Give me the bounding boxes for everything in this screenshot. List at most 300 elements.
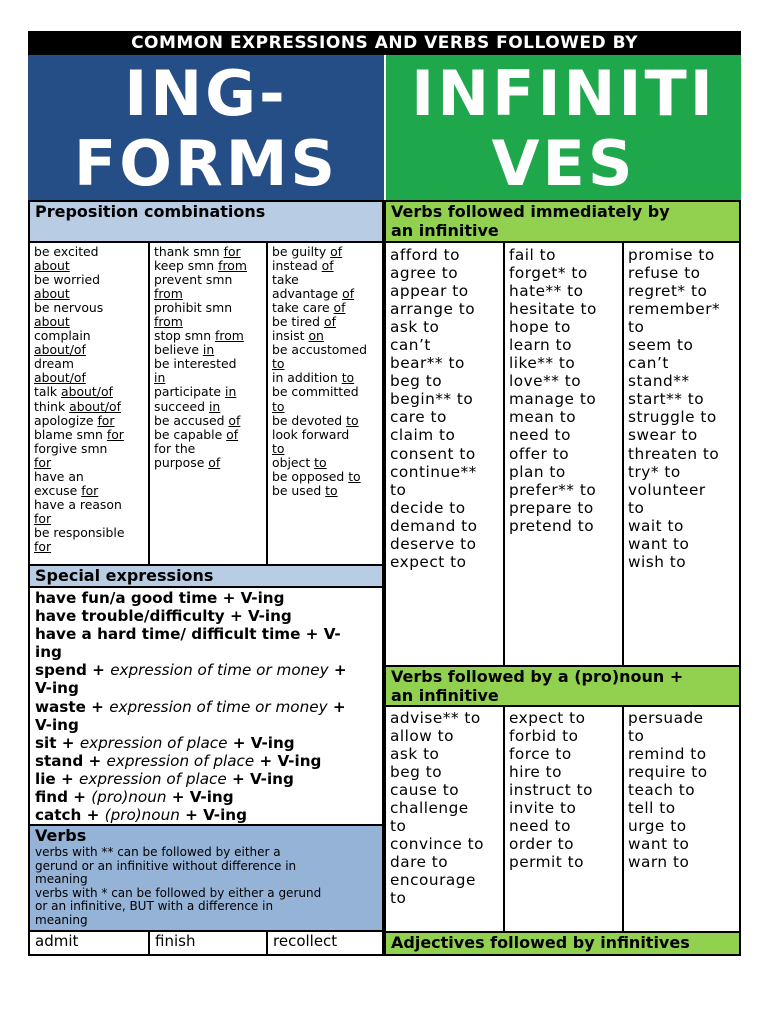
special-expression-line bbox=[35, 589, 382, 607]
special-expression-line bbox=[35, 643, 382, 661]
immediate-col-1 bbox=[386, 243, 505, 665]
immediate-verb-item: wait to bbox=[628, 516, 684, 535]
preposition-particle: about bbox=[34, 258, 70, 274]
preposition-line bbox=[34, 512, 148, 526]
preposition-particle: of bbox=[208, 454, 221, 470]
preposition-particle: for bbox=[106, 426, 124, 442]
preposition-line bbox=[34, 343, 148, 357]
preposition-line bbox=[272, 343, 384, 357]
preposition-line bbox=[34, 428, 148, 442]
pronoun-verb-item: hire to bbox=[509, 763, 563, 782]
infinitives-header bbox=[386, 55, 741, 200]
special-expression-line bbox=[35, 679, 382, 697]
immediate-verb-item: volunteer bbox=[628, 480, 706, 499]
pronoun-verb-item: need to bbox=[509, 817, 571, 836]
preposition-verb: take care bbox=[272, 300, 334, 316]
preposition-line bbox=[34, 245, 148, 259]
immediate-verb-item: remember* bbox=[628, 300, 721, 319]
preposition-verb: be capable bbox=[154, 426, 227, 442]
preposition-line bbox=[154, 456, 266, 470]
preposition-particle: in bbox=[154, 370, 166, 386]
preposition-line bbox=[272, 442, 384, 456]
preposition-verb: be devoted bbox=[272, 412, 347, 428]
preposition-title-text: Preposition combinations bbox=[35, 202, 266, 221]
special-expression-line bbox=[35, 770, 382, 788]
pronoun-col-2 bbox=[505, 707, 624, 931]
preposition-particle: in bbox=[202, 342, 215, 358]
preposition-verb: be nervous bbox=[34, 300, 104, 316]
immediate-verb-item: consent to bbox=[390, 444, 476, 463]
immediate-verb-item: begin** to bbox=[390, 390, 474, 409]
immediate-verb-item: to bbox=[628, 318, 645, 337]
preposition-verb: stop smn bbox=[154, 328, 216, 344]
special-expression-text: V-ing bbox=[35, 679, 79, 698]
preposition-verb: be worried bbox=[34, 272, 101, 288]
preposition-particle: to bbox=[272, 440, 285, 456]
pronoun-verb-item: invite to bbox=[509, 799, 577, 818]
preposition-particle: from bbox=[154, 314, 183, 330]
preposition-particle: to bbox=[341, 370, 355, 386]
preposition-line bbox=[34, 484, 148, 498]
preposition-line bbox=[34, 329, 148, 343]
special-expression-tail: + V-ing bbox=[166, 788, 234, 807]
immediate-col-3 bbox=[624, 243, 739, 665]
preposition-line bbox=[272, 259, 384, 273]
preposition-verb: look forward bbox=[272, 426, 350, 442]
immediate-verb-item: start** to bbox=[628, 390, 705, 409]
pronoun-verb-item: warn to bbox=[628, 853, 690, 872]
preposition-line bbox=[272, 315, 384, 329]
immediate-verb-item: continue** bbox=[390, 462, 477, 481]
pronoun-verb-item: instruct to bbox=[509, 781, 594, 800]
special-expression-line bbox=[35, 716, 382, 734]
inf-header-line-1: INFINITI bbox=[411, 57, 716, 130]
preposition-line bbox=[34, 442, 148, 456]
preposition-line bbox=[272, 428, 384, 442]
special-expression-italic: expression of time or money bbox=[110, 661, 329, 680]
special-expression-italic: expression of time or money bbox=[109, 697, 328, 716]
preposition-line bbox=[272, 470, 384, 484]
preposition-line bbox=[34, 259, 148, 273]
special-expression-tail: + V-ing bbox=[254, 751, 322, 770]
pronoun-verb-item: to bbox=[390, 889, 407, 908]
immediate-verb-item: stand** bbox=[628, 372, 690, 391]
preposition-col-1 bbox=[30, 243, 150, 564]
special-expression-tail: + V-ing bbox=[226, 769, 294, 788]
preposition-verb: apologize bbox=[34, 412, 98, 428]
preposition-verb: be committed bbox=[272, 384, 359, 400]
immediate-verb-item: plan to bbox=[509, 462, 566, 481]
preposition-verb: believe bbox=[154, 342, 203, 358]
special-expression-line bbox=[35, 806, 382, 824]
preposition-line bbox=[34, 540, 148, 554]
verbs-note-6: meaning bbox=[35, 912, 88, 927]
pronoun-verb-item: want to bbox=[628, 835, 690, 854]
pronoun-verb-item: allow to bbox=[390, 727, 454, 746]
preposition-line bbox=[154, 414, 266, 428]
preposition-line bbox=[272, 371, 384, 385]
immediate-verb-item: prefer** to bbox=[509, 480, 597, 499]
preposition-verb: participate bbox=[154, 384, 225, 400]
preposition-verb: think bbox=[34, 398, 70, 414]
pronoun-verb-item: order to bbox=[509, 835, 575, 854]
preposition-verb: be opposed bbox=[272, 468, 349, 484]
preposition-line bbox=[34, 414, 148, 428]
ing-header-line-2: FORMS bbox=[73, 127, 339, 200]
pronoun-verb-item: to bbox=[628, 727, 645, 746]
special-expression-line bbox=[35, 788, 382, 806]
immediate-verb-item: care to bbox=[390, 408, 447, 427]
preposition-verb: talk bbox=[34, 384, 62, 400]
immediate-verb-item: fail to bbox=[509, 246, 556, 264]
preposition-particle: of bbox=[342, 286, 355, 302]
preposition-verb: purpose bbox=[154, 454, 209, 470]
immediate-verb-item: want to bbox=[628, 534, 690, 553]
preposition-verb: be guilty bbox=[272, 244, 331, 259]
preposition-particle: from bbox=[154, 286, 183, 302]
special-expression-text: V-ing bbox=[35, 715, 79, 734]
special-expression-italic: expression of place bbox=[79, 733, 228, 752]
preposition-verb: be accused bbox=[154, 412, 229, 428]
preposition-line bbox=[154, 287, 266, 301]
pronoun-verb-item: tell to bbox=[628, 799, 676, 818]
special-expression-text: spend + bbox=[35, 661, 111, 680]
immediate-verb-item: offer to bbox=[509, 444, 570, 463]
immediate-verb-item: manage to bbox=[509, 390, 597, 409]
special-expression-italic: expression of place bbox=[79, 769, 227, 788]
preposition-particle: to bbox=[325, 482, 338, 498]
special-expression-line bbox=[35, 734, 382, 752]
preposition-verb: prevent smn bbox=[154, 272, 233, 288]
pronoun-verb-item: cause to bbox=[390, 781, 460, 800]
immediate-title-line-1: Verbs followed immediately by bbox=[391, 202, 670, 221]
immediate-verb-item: to bbox=[390, 480, 407, 499]
special-expressions-list bbox=[28, 588, 384, 824]
immediate-verb-item: try* to bbox=[628, 462, 681, 481]
pronoun-verb-item: forbid to bbox=[509, 727, 579, 746]
special-expression-text: have a hard time/ difficult time + V- bbox=[35, 625, 341, 644]
preposition-particle: to bbox=[272, 398, 285, 414]
preposition-verb: instead bbox=[272, 258, 322, 274]
immediate-verb-item: deserve to bbox=[390, 534, 477, 553]
preposition-particle: of bbox=[330, 244, 343, 259]
immediate-verb-item: agree to bbox=[390, 264, 459, 283]
verbs-note-box bbox=[28, 824, 384, 932]
preposition-particle: in bbox=[225, 384, 237, 400]
pronoun-verb-item: teach to bbox=[628, 781, 696, 800]
special-expression-text: ing bbox=[35, 643, 62, 662]
preposition-line bbox=[154, 329, 266, 343]
preposition-line bbox=[154, 400, 266, 414]
pronoun-verb-item: urge to bbox=[628, 817, 687, 836]
immediate-verb-item: hesitate to bbox=[509, 300, 597, 319]
special-expression-text: waste + bbox=[35, 697, 110, 716]
inf-header-line-2: VES bbox=[491, 127, 636, 200]
preposition-particle: for bbox=[97, 412, 115, 428]
preposition-particle: for bbox=[81, 482, 99, 498]
preposition-line bbox=[272, 414, 384, 428]
verbs-note-1: verbs with ** can be followed by either a bbox=[35, 845, 281, 859]
preposition-verb: blame smn bbox=[34, 426, 107, 442]
immediate-table bbox=[384, 243, 741, 665]
preposition-line bbox=[272, 484, 384, 498]
preposition-line bbox=[34, 357, 148, 371]
preposition-particle: on bbox=[308, 328, 324, 344]
preposition-line bbox=[154, 273, 266, 287]
preposition-section-title bbox=[28, 200, 384, 243]
preposition-line bbox=[34, 470, 148, 484]
preposition-particle: of bbox=[323, 314, 336, 330]
preposition-verb: be used bbox=[272, 482, 326, 498]
preposition-verb: forgive smn bbox=[34, 440, 108, 456]
immediate-verb-item: appear to bbox=[390, 282, 469, 301]
preposition-line bbox=[272, 329, 384, 343]
preposition-verb: dream bbox=[34, 356, 74, 372]
preposition-verb: for the bbox=[154, 440, 196, 456]
immediate-verb-item: refuse to bbox=[628, 264, 701, 283]
pronoun-verb-item: expect to bbox=[509, 709, 586, 727]
special-expression-italic: (pro)noun bbox=[104, 806, 180, 825]
immediate-verb-item: learn to bbox=[509, 336, 572, 355]
preposition-particle: to bbox=[346, 412, 359, 428]
immediate-verb-item: threaten to bbox=[628, 444, 720, 463]
preposition-verb: have an bbox=[34, 468, 84, 484]
preposition-verb: in addition bbox=[272, 370, 342, 386]
immediate-verb-item: pretend to bbox=[509, 516, 595, 535]
immediate-verb-item: love** to bbox=[509, 372, 582, 391]
ing-forms-header bbox=[28, 55, 384, 200]
preposition-particle: of bbox=[228, 412, 241, 428]
immediate-verb-item: can’t bbox=[628, 354, 669, 373]
preposition-particle: about/of bbox=[61, 384, 113, 400]
preposition-line bbox=[154, 259, 266, 273]
ing-header-line-1: ING- bbox=[124, 57, 288, 130]
pronoun-verb-item: convince to bbox=[390, 835, 485, 854]
immediate-verb-item: afford to bbox=[390, 246, 460, 264]
preposition-line bbox=[154, 385, 266, 399]
preposition-particle: of bbox=[226, 426, 239, 442]
preposition-line bbox=[272, 357, 384, 371]
preposition-verb: succeed bbox=[154, 398, 209, 414]
immediate-verb-item: arrange to bbox=[390, 300, 476, 319]
preposition-particle: to bbox=[314, 454, 327, 470]
pronoun-verb-item: beg to bbox=[390, 763, 443, 782]
preposition-line bbox=[154, 428, 266, 442]
immediate-verb-item: can’t bbox=[390, 336, 431, 355]
preposition-col-2 bbox=[150, 243, 268, 564]
special-expression-text: stand + bbox=[35, 751, 107, 770]
preposition-verb: have a reason bbox=[34, 496, 122, 512]
immediate-section-title bbox=[384, 200, 741, 243]
page-title: COMMON EXPRESSIONS AND VERBS FOLLOWED BY bbox=[28, 31, 741, 55]
pronoun-verb-item: challenge bbox=[390, 799, 469, 818]
preposition-line bbox=[272, 287, 384, 301]
preposition-line bbox=[154, 371, 266, 385]
pronoun-verb-item: advise** to bbox=[390, 709, 481, 727]
preposition-line bbox=[272, 301, 384, 315]
special-expression-line bbox=[35, 752, 382, 770]
preposition-verb: excuse bbox=[34, 482, 82, 498]
special-expression-text: find + bbox=[35, 788, 92, 807]
special-expression-line bbox=[35, 698, 382, 716]
preposition-particle: for bbox=[34, 454, 52, 470]
preposition-verb: keep smn bbox=[154, 258, 219, 274]
pronoun-verb-item: remind to bbox=[628, 745, 707, 764]
immediate-col-2 bbox=[505, 243, 624, 665]
preposition-line bbox=[272, 273, 384, 287]
preposition-particle: from bbox=[215, 328, 244, 344]
preposition-line bbox=[34, 400, 148, 414]
verb-cell-admit: admit bbox=[30, 932, 150, 954]
preposition-line bbox=[34, 273, 148, 287]
immediate-verb-item: swear to bbox=[628, 426, 698, 445]
immediate-verb-item: bear** to bbox=[390, 354, 465, 373]
immediate-verb-item: mean to bbox=[509, 408, 577, 427]
immediate-verb-item: seem to bbox=[628, 336, 694, 355]
preposition-col-3 bbox=[268, 243, 384, 564]
pronoun-verb-item: persuade bbox=[628, 709, 704, 727]
immediate-verb-item: claim to bbox=[390, 426, 456, 445]
immediate-verb-item: regret* to bbox=[628, 282, 708, 301]
immediate-verb-item: demand to bbox=[390, 516, 478, 535]
special-expression-italic: expression of place bbox=[106, 751, 255, 770]
immediate-verb-item: hope to bbox=[509, 318, 571, 337]
preposition-line bbox=[154, 343, 266, 357]
special-expression-line bbox=[35, 661, 382, 679]
preposition-line bbox=[272, 456, 384, 470]
preposition-line bbox=[34, 371, 148, 385]
preposition-verb: thank smn bbox=[154, 244, 224, 259]
preposition-particle: about/of bbox=[34, 370, 86, 386]
immediate-verb-item: to bbox=[628, 498, 645, 517]
verb-cell-recollect: recollect bbox=[273, 932, 338, 950]
preposition-line bbox=[272, 400, 384, 414]
adjectives-title-text: Adjectives followed by infinitives bbox=[391, 933, 690, 952]
immediate-verb-item: expect to bbox=[390, 552, 467, 571]
preposition-particle: to bbox=[272, 356, 285, 372]
verb-cell-finish: finish bbox=[150, 932, 268, 954]
preposition-verb: object bbox=[272, 454, 315, 470]
pronoun-verb-item: force to bbox=[509, 745, 572, 764]
preposition-line bbox=[34, 385, 148, 399]
special-expression-tail: + V-ing bbox=[227, 733, 295, 752]
preposition-verb: advantage bbox=[272, 286, 343, 302]
pronoun-title-line-2: an infinitive bbox=[391, 686, 499, 705]
immediate-verb-item: prepare to bbox=[509, 498, 594, 517]
immediate-verb-item: struggle to bbox=[628, 408, 717, 427]
special-expression-line bbox=[35, 607, 382, 625]
preposition-line bbox=[272, 385, 384, 399]
preposition-particle: for bbox=[34, 510, 52, 526]
special-expression-text: catch + bbox=[35, 806, 105, 825]
preposition-line bbox=[34, 315, 148, 329]
preposition-line bbox=[34, 498, 148, 512]
special-expression-line bbox=[35, 625, 382, 643]
special-expression-tail: + bbox=[327, 697, 346, 716]
pronoun-section-title bbox=[384, 665, 741, 707]
preposition-line bbox=[154, 301, 266, 315]
verbs-note-3: meaning bbox=[35, 872, 88, 886]
preposition-particle: about bbox=[34, 286, 70, 302]
pronoun-verb-item: encourage bbox=[390, 871, 476, 890]
preposition-particle: to bbox=[348, 468, 361, 484]
special-expression-text: sit + bbox=[35, 733, 80, 752]
preposition-particle: for bbox=[223, 244, 241, 259]
preposition-verb: be accustomed bbox=[272, 342, 367, 358]
immediate-verb-item: wish to bbox=[628, 552, 687, 571]
preposition-particle: for bbox=[34, 538, 52, 554]
verbs-note-5: or an infinitive, BUT with a difference in bbox=[35, 899, 274, 913]
immediate-verb-item: ask to bbox=[390, 318, 440, 337]
pronoun-table bbox=[384, 707, 741, 931]
preposition-particle: from bbox=[218, 258, 247, 274]
special-title-text: Special expressions bbox=[35, 566, 214, 585]
preposition-particle: about/of bbox=[34, 342, 86, 358]
pronoun-verb-item: dare to bbox=[390, 853, 449, 872]
special-section-title bbox=[28, 564, 384, 588]
preposition-line bbox=[154, 442, 266, 456]
special-expression-text: have fun/a good time + V-ing bbox=[35, 589, 285, 607]
preposition-line bbox=[34, 526, 148, 540]
preposition-line bbox=[272, 245, 384, 259]
preposition-particle: in bbox=[208, 398, 221, 414]
special-expression-text: lie + bbox=[35, 769, 80, 788]
pronoun-verb-item: ask to bbox=[390, 745, 440, 764]
preposition-particle: about bbox=[34, 314, 70, 330]
preposition-line bbox=[34, 456, 148, 470]
preposition-particle: about/of bbox=[69, 398, 121, 414]
preposition-verb: be responsible bbox=[34, 524, 125, 540]
preposition-line bbox=[34, 287, 148, 301]
verbs-note-4: verbs with * can be followed by either a gerund bbox=[35, 885, 322, 900]
pronoun-title-line-1: Verbs followed by a (pro)noun + bbox=[391, 667, 684, 686]
pronoun-verb-item: to bbox=[390, 817, 407, 836]
verbs-row bbox=[28, 932, 384, 956]
immediate-verb-item: forget* to bbox=[509, 264, 588, 283]
preposition-verb: be excited bbox=[34, 244, 99, 259]
immediate-verb-item: like** to bbox=[509, 354, 576, 373]
adjectives-section-title bbox=[384, 931, 741, 956]
preposition-verb: insist bbox=[272, 328, 309, 344]
immediate-verb-item: hate** to bbox=[509, 282, 584, 301]
verbs-note-2: gerund or an infinitive without difference in bbox=[35, 858, 297, 873]
preposition-table bbox=[28, 243, 384, 564]
pronoun-verb-item: permit to bbox=[509, 853, 585, 872]
immediate-title-line-2: an infinitive bbox=[391, 221, 499, 240]
pronoun-verb-item: require to bbox=[628, 763, 708, 782]
special-expression-tail: + V-ing bbox=[179, 806, 247, 825]
preposition-line bbox=[154, 245, 266, 259]
immediate-verb-item: beg to bbox=[390, 372, 443, 391]
preposition-line bbox=[154, 315, 266, 329]
preposition-verb: complain bbox=[34, 328, 91, 344]
preposition-particle: of bbox=[333, 300, 346, 316]
verbs-title: Verbs bbox=[35, 826, 87, 845]
pronoun-col-3 bbox=[624, 707, 739, 931]
preposition-verb: prohibit smn bbox=[154, 300, 233, 316]
pronoun-col-1 bbox=[386, 707, 505, 931]
special-expression-text: have trouble/difficulty + V-ing bbox=[35, 607, 292, 626]
special-expression-tail: + bbox=[328, 661, 347, 680]
immediate-verb-item: promise to bbox=[628, 246, 715, 264]
preposition-line bbox=[34, 301, 148, 315]
preposition-verb: be interested bbox=[154, 356, 237, 372]
special-expression-italic: (pro)noun bbox=[91, 788, 167, 807]
preposition-line bbox=[154, 357, 266, 371]
preposition-particle: of bbox=[321, 258, 334, 274]
preposition-verb: be tired bbox=[272, 314, 324, 330]
immediate-verb-item: need to bbox=[509, 426, 571, 445]
